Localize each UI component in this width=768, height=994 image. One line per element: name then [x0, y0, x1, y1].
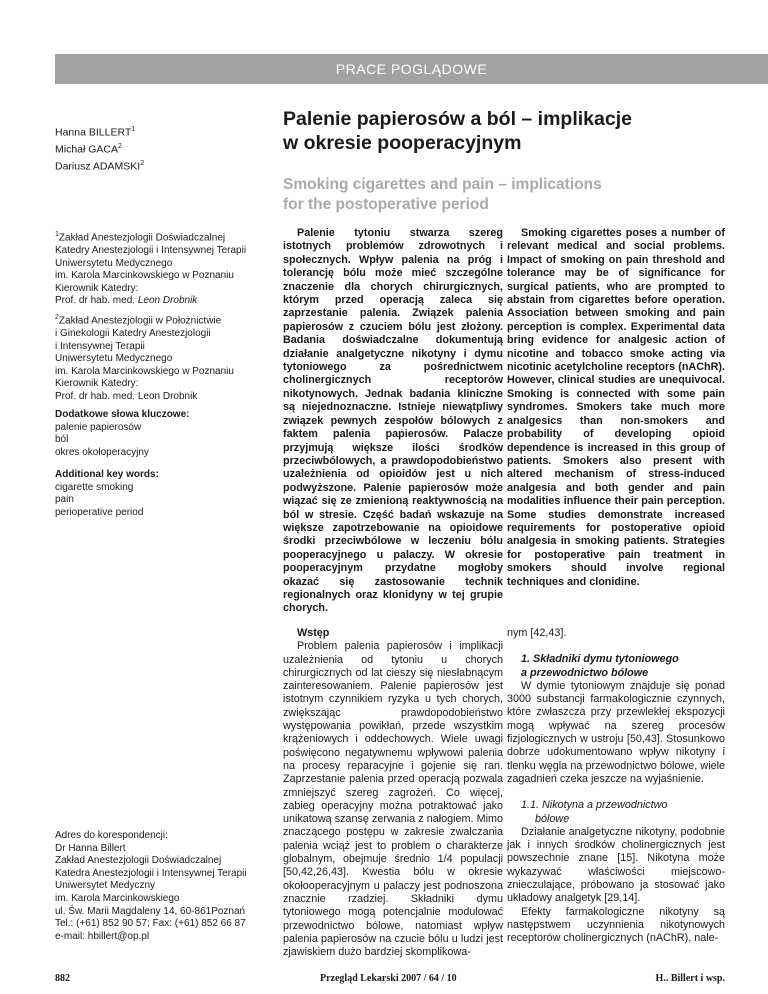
keywords-pl: Dodatkowe słowa kluczowe: palenie papierosów ból okres okołoperacyjny: [55, 409, 190, 458]
author-list: [55, 123, 144, 174]
affiliation-2: $^2$Zakład Anestezjologii w Położnictwie i Ginekologii Katedry Anestezjologii i Intensywnej Terapii Uniwersytetu Medycznego im. Karola Marcinkowskiego w Poznaniu Kierownik Katedry: Prof. dr hab. med. Leon Drobnik: [55, 314, 234, 402]
body-column-2: [507, 627, 725, 946]
section-banner: PRACE POGLĄDOWE: [55, 54, 768, 84]
paragraph: Problem palenia papierosów i implikacji uzależnienia od tytoniu u chorych chirurgicznych od lat cieszy się niesłabnącym zainteresowaniem. Palenie papierosów jest istotnym czynnikiem ryzyka u tych chorych, zwiększając prawdopodobieństwo występowania powikłań, przede wszystkim krążeniowych i oddechowych. Wiele uwagi poświęcono negatywnemu wpływowi palenia na procesy reparacyjne i gojenie się ran. Zaprzestanie palenia przed operacją pozwala zmniejszyć szereg zagrożeń. Co więcej, zabieg operacyjny można potraktować jako unikatową szansę zerwania z nałogiem. Mimo znaczącego postępu w zakresie zwalczania palenia wciąż jest to problem o charakterze globalnym, obejmuje średnio 1/4 populacji [50,42,26,43]. Kwestia bólu w okresie okołooperacyjnym u palaczy jest podnoszona znacznie rzadziej. Składniki dymu tytoniowego mogą potencjalnie modulować przewodnictwo bólowe, natomiast wpływ palenia papierosów na czucie bólu u ludzi jest zjawiskiem dużo bardziej skomplikowa-: [283, 640, 503, 959]
article-title: Palenie papierosów a ból – implikacje w okresie pooperacyjnym: [283, 108, 632, 154]
section-heading: Wstęp: [297, 627, 330, 639]
paragraph: Efekty farmakologiczne nikotyny są następstwem uczynnienia nikotynowych receptorów cholinergicznych (nAChR), nale-: [507, 905, 725, 945]
subsection-heading: 1.1. Nikotyna a przewodnictwo bólowe: [521, 799, 668, 825]
paragraph: W dymie tytoniowym znajduje się ponad 3000 substancji farmakologicznie czynnych, które zwłaszcza przy przewlekłej ekspozycji mogą wpływać na szereg procesów fizjologicznych w ustroju [50,43]. Stosunkowo dobrze udokumentowano wpływ nikotyny i tlenku węgla na przewodnictwo bólowe, wiele zagadnień czeka jeszcze na wyjaśnienie.: [507, 679, 725, 785]
body-column-1: [283, 627, 503, 959]
section-heading: 1. Składniki dymu tytoniowego a przewodnictwo bólowe: [521, 653, 679, 679]
author: Dariusz ADAMSKI$^2$: [55, 160, 145, 173]
article-subtitle: Smoking cigarettes and pain – implications for the postoperative period: [283, 176, 602, 213]
author: Hanna BILLERT$^1$: [55, 126, 136, 139]
affiliation-1: $^1$Zakład Anestezjologii Doświadczalnej Katedry Anestezjologii i Intensywnej Terapii Uniwersytetu Medycznego im. Karola Marcinkowskiego w Poznaniu Kierownik Katedry: Prof. dr hab. med. Leon Drobnik: [55, 231, 247, 307]
journal-footer: Przegląd Lekarski 2007 / 64 / 10: [320, 973, 457, 984]
page-number: 882: [55, 973, 70, 984]
paragraph: nym [42,43].: [507, 627, 567, 639]
author: Michał GACA$^2$: [55, 143, 122, 156]
abstract-polish: Palenie tytoniu stwarza szereg istotnych problemów zdrowotnych i społecznych. Wpływ palenia na próg i tolerancję bólu może mieć szczególne znaczenie dla chorych chirurgicznych, którym przed operacją zaleca się zaprzestanie palenia. Związek palenia papierosów z czuciem bólu jest złożony. Badania doświadczalne dokumentują działanie analgetyczne nikotyny i dymu tytoniowego za pośrednictwem cholinergicznych receptorów nikotynowych. Jednak badania kliniczne są niejednoznaczne. Istnieje niewątpliwy związek pewnych zespołów bólowych z faktem palenia papierosów. Palacze przyjmują większe ilości środków przeciwbólowych, a prawdopodobieństwo uzależnienia od opioidów jest u nich podwyższone. Palenie papierosów może wiązać się ze zmienioną reaktywnością na ból w stresie. Część badań wskazuje na większe zapotrzebowanie na opioidowe środki przeciwbólowe w leczeniu bólu pooperacyjnego u palaczy. W okresie pooperacyjnym przydatne mogłoby okazać się zastosowanie technik regionalnych oraz klonidyny w tej grupie chorych.: [283, 227, 503, 615]
keywords-en: Additional key words: cigarette smoking pain perioperative period: [55, 469, 159, 518]
running-footer: H.. Billert i wsp.: [655, 973, 725, 984]
abstract-english: Smoking cigarettes poses a number of relevant medical and social problems. Impact of smoking on pain threshold and tolerance may be of significance for surgical patients, who are prompted to abstain from cigarettes before operation. Association between smoking and pain perception is complex. Experimental data bring evidence for analgesic action of nicotine and tobacco smoke acting via nicotinic acetylcholine receptors (nAChR). However, clinical studies are unequivocal. Smoking is connected with some pain syndromes. Smokers take much more analgesics than non-smokers and probability of developing opioid dependence is increased in this group of patients. Smokers also present with altered mechanism of stress-induced analgesia and both gender and pain modalities influence their pain perception. Some studies demonstrate increased requirements for postoperative opioid analgesia in smoking patients. Strategies for postoperative pain treatment in smokers should involve regional techniques and clonidine.: [507, 227, 725, 588]
correspondence-address: Adres do korespondencji: Dr Hanna Billert Zakład Anestezjologii Doświadczalnej Katedra Anestezjologii i Intensywnej Terapii Uniwersytet Medyczny im. Karola Marcinkowskiego ul. Św. Marii Magdaleny 14, 60-861Poznań Tel.: (+61) 852 90 57; Fax: (+61) 852 66 87 e-mail: hbillert@op.pl: [55, 830, 247, 942]
paragraph: Działanie analgetyczne nikotyny, podobnie jak i innych środków cholinergicznych jest powszechnie znane [15]. Nikotyna może wykazywać właściwości miejscowo-znieczulające, próbowano ja stosować jako układowy analgetyk [29,14].: [507, 825, 725, 905]
